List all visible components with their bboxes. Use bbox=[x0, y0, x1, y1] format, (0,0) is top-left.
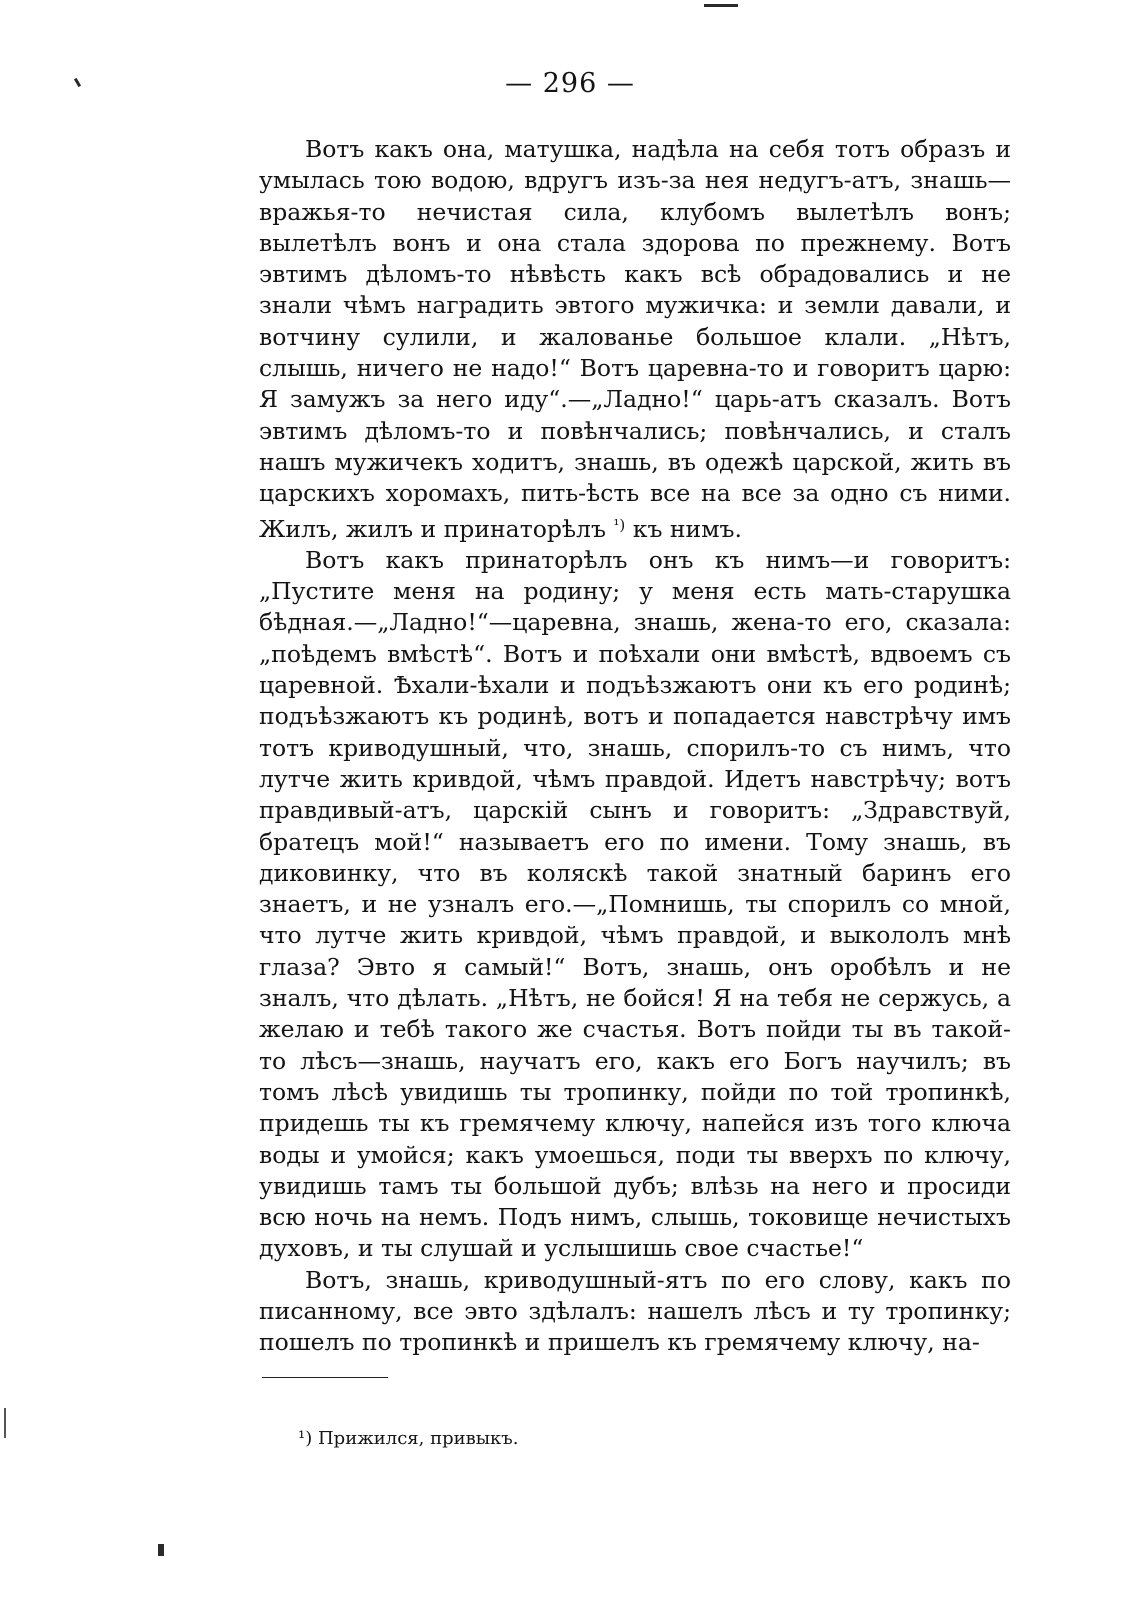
footnote-text: Прижился, привыкъ. bbox=[317, 1428, 519, 1449]
footnote bbox=[298, 1428, 518, 1449]
page-number: — 296 — bbox=[505, 68, 635, 99]
scan-speck bbox=[704, 4, 738, 7]
footnote-reference: ¹) bbox=[613, 515, 626, 534]
footnote-divider bbox=[262, 1377, 388, 1378]
paragraph-2: Вотъ какъ принаторѣлъ онъ къ нимъ—и говоритъ: „Пустите меня на родину; у меня есть мать-старушка бѣдная.—„Ладно!“—царевна, знашь, жена-то его, сказала: „поѣдемъ вмѣстѣ“. Вотъ и поѣхали они вмѣстѣ, вдвоемъ съ царевной. Ѣхали-ѣхали и подъѣзжаютъ они къ его родинѣ; подъѣзжаютъ къ родинѣ, вотъ и попадается навстрѣчу имъ тотъ криводушный, что, знашь, спорилъ-то съ нимъ, что лутче жить кривдой, чѣмъ правдой. Идетъ навстрѣчу; вотъ правдивый-атъ, царскій сынъ и говоритъ: „Здравствуй, братецъ мой!“ называетъ его по имени. Тому знашь, въ диковинку, что въ коляскѣ такой знатный баринъ его знаетъ, и не узналъ его.—„Помнишь, ты спорилъ со мной, что лутче жить кривдой, чѣмъ правдой, и выкололъ мнѣ глаза? Эвто я самый!“ Вотъ, знашь, онъ оробѣлъ и не зналъ, что дѣлать. „Нѣтъ, не бойся! Я на тебя не сержусь, а желаю и тебѣ такого же счастья. Вотъ пойди ты въ такой-то лѣсъ—знашь, научатъ его, какъ его Богъ научилъ; въ томъ лѣсѣ увидишь ты тропинку, пойди по той тропинкѣ, придешь ты къ гремячему ключу, напейся изъ того ключа воды и умойся; какъ умоешься, поди ты вверхъ по ключу, увидишь тамъ ты большой дубъ; влѣзь на него и просиди всю ночь на немъ. Подъ нимъ, слышь, токовище нечистыхъ духовъ, и ты слушай и услышишь свое счастье!“ bbox=[259, 545, 1011, 1263]
footnote-marker: ¹) bbox=[298, 1428, 313, 1449]
body-text bbox=[259, 134, 1011, 1359]
paragraph-1-tail: къ нимъ. bbox=[632, 514, 742, 543]
scan-speck bbox=[4, 1408, 6, 1438]
scan-speck bbox=[158, 1544, 164, 1556]
paragraph-1-text: Вотъ какъ она, матушка, надѣла на себя тотъ образъ и умылась тою водою, вдругъ изъ-за нея недугъ-атъ, знашь—вражья-то нечистая сила, клубомъ вылетѣлъ вонъ; вылетѣлъ вонъ и она стала здорова по прежнему. Вотъ эвтимъ дѣломъ-то нѣвѣсть какъ всѣ обрадовались и не знали чѣмъ наградить эвтого мужичка: и земли давали, и вотчину сулили, и жалованье большое клали. „Нѣтъ, слышь, ничего не надо!“ Вотъ царевна-то и говоритъ царю: Я замужъ за него иду“.—„Ладно!“ царь-атъ сказалъ. Вотъ эвтимъ дѣломъ-то и повѣнчались; повѣнчались, и сталъ нашъ мужичекъ ходитъ, знашь, въ одежѣ царской, жить въ царскихъ хоромахъ, пить-ѣсть все на все за одно съ ними. Жилъ, жилъ и принаторѣлъ bbox=[259, 135, 1011, 543]
paragraph-1 bbox=[259, 134, 1011, 545]
paragraph-3: Вотъ, знашь, криводушный-ятъ по его слову, какъ по писанному, все эвто здѣлалъ: нашелъ лѣсъ и ту тропинку; пошелъ по тропинкѣ и пришелъ къ гремячему ключу, на- bbox=[259, 1265, 1011, 1357]
